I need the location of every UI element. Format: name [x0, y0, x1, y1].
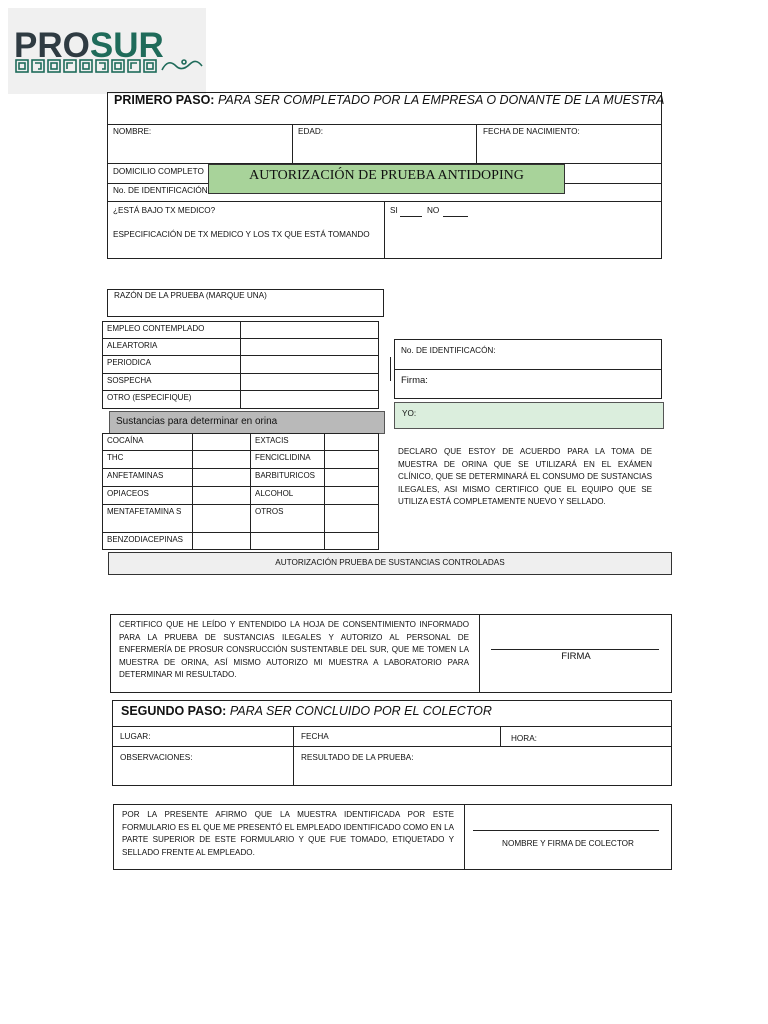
certifico-text: CERTIFICO QUE HE LEÍDO Y ENTENDIDO LA HOJA DE CONSENTIMIENTO INFORMADO PARA LA PRUEBA DE SUSTANCIAS ILEGALES Y AUTORIZO AL PERSONAL DE ENFERMERÍA DE PROSUR CONSRUCCIÓN SUSTENTABLE DEL SUR, QUE ME TOMEN LA MUESTRA DE ORINA, ASÍ MISMO AUTORIZO MI MUESTRA A LABORATORIO PARA DETERMINAR MI RESULTADO. [119, 620, 469, 680]
nombre-field[interactable]: NOMBRE: [113, 127, 152, 136]
sustancia-checkbox[interactable] [192, 504, 251, 533]
sustancia-checkbox[interactable] [192, 486, 251, 505]
sustancia-label: THC [102, 450, 193, 469]
edad-field[interactable]: EDAD: [298, 127, 324, 136]
lugar-field[interactable]: LUGAR: [120, 732, 151, 741]
si-blank[interactable] [400, 216, 422, 217]
sustancia-label: ALCOHOL [250, 486, 325, 505]
sustancia-label: MENTAFETAMINA S [102, 504, 193, 533]
razon-checkbox[interactable] [240, 390, 379, 409]
razon-checkbox[interactable] [240, 321, 379, 339]
sustancia-empty [250, 532, 325, 550]
colector-firma-label: NOMBRE Y FIRMA DE COLECTOR [502, 839, 634, 848]
sustancia-checkbox[interactable] [192, 468, 251, 487]
sustancia-checkbox[interactable] [192, 532, 251, 550]
sustancia-label: EXTACIS [250, 433, 325, 451]
sustancia-label: OTROS [250, 504, 325, 533]
sustancia-label: ANFETAMINAS [102, 468, 193, 487]
identificacion-field[interactable]: No. DE IDENTIFICACIÓN [113, 186, 208, 195]
razon-option: ALEARTORIA [102, 338, 241, 356]
sustancia-label: OPIACEOS [102, 486, 193, 505]
afirmo-text: POR LA PRESENTE AFIRMO QUE LA MUESTRA IDENTIFICADA POR ESTE FORMULARIO ES EL QUE ME PRESENTÓ EL EMPLEADO IDENTIFICADO COMO EN LA PARTE SUPERIOR DE ESTE FORMULARIO Y QUE FUE TOMADO, ETIQUETADO Y SELLADO FRENTE AL EMPLEADO. [122, 810, 454, 857]
sustancia-empty [324, 532, 379, 550]
sustancia-checkbox[interactable] [192, 433, 251, 451]
razon-option: SOSPECHA [102, 373, 241, 391]
razon-option: EMPLEO CONTEMPLADO [102, 321, 241, 339]
resultado-field[interactable]: RESULTADO DE LA PRUEBA: [301, 753, 414, 762]
si-label: SI [390, 206, 398, 215]
razon-title: RAZÓN DE LA PRUEBA (MARQUE UNA) [114, 291, 267, 300]
yo-field[interactable]: YO: [402, 409, 417, 418]
tx-medico-question: ¿ESTÁ BAJO TX MEDICO? [113, 206, 216, 215]
right-firma-field[interactable]: Firma: [401, 375, 428, 386]
no-label: NO [427, 206, 440, 215]
autorizacion-band-text: AUTORIZACIÓN PRUEBA DE SUSTANCIAS CONTROLADAS [275, 558, 505, 567]
sustancia-label: BARBITURICOS [250, 468, 325, 487]
sustancia-checkbox[interactable] [324, 468, 379, 487]
step1-title: PRIMERO PASO: PARA SER COMPLETADO POR LA EMPRESA O DONANTE DE LA MUESTRA [114, 93, 665, 107]
razon-option: OTRO (ESPECIFIQUE) [102, 390, 241, 409]
colector-firma-line[interactable] [473, 830, 659, 831]
sustancias-title: Sustancias para determinar en orina [116, 416, 278, 427]
logo-pattern-icon [14, 56, 210, 76]
no-blank[interactable] [443, 216, 468, 217]
right-firma-box [394, 369, 662, 399]
sustancia-checkbox[interactable] [324, 450, 379, 469]
razon-option: PERIODICA [102, 355, 241, 374]
domicilio-field[interactable]: DOMICILIO COMPLETO [113, 167, 204, 176]
company-logo: PROSUR [14, 26, 164, 65]
lugar-row [112, 726, 672, 747]
razon-checkbox[interactable] [240, 373, 379, 391]
sustancia-checkbox[interactable] [324, 486, 379, 505]
sustancia-checkbox[interactable] [192, 450, 251, 469]
sustancia-checkbox[interactable] [324, 433, 379, 451]
fecha-field[interactable]: FECHA [301, 732, 329, 741]
step2-title: SEGUNDO PASO: PARA SER CONCLUIDO POR EL COLECTOR [121, 704, 492, 718]
firma-line[interactable] [491, 649, 659, 650]
firma-label: FIRMA [561, 651, 591, 662]
right-ident-field[interactable]: No. DE IDENTIFICACÓN: [401, 346, 496, 355]
sustancia-label: BENZODIACEPINAS [102, 532, 193, 550]
sustancia-checkbox[interactable] [324, 504, 379, 533]
observaciones-field[interactable]: OBSERVACIONES: [120, 753, 193, 762]
sustancia-label: COCAÍNA [102, 433, 193, 451]
razon-checkbox[interactable] [240, 355, 379, 374]
declaro-text: DECLARO QUE ESTOY DE ACUERDO PARA LA TOMA DE MUESTRA DE ORINA QUE SE UTILIZARÁ EN EL EXÁMEN CLÍNICO, QUE SE DETERMINARÁ EL CONSUMO DE SUSTANCIAS ILEGALES, ASI MISMO CERTIFICO QUE EL EQUIPO QUE SE UTILIZA ESTÁ COMPLETAMENTE NUEVO Y SELLADO. [398, 447, 652, 507]
title-banner-text: AUTORIZACIÓN DE PRUEBA ANTIDOPING [249, 168, 524, 183]
razon-checkbox[interactable] [240, 338, 379, 356]
sustancia-label: FENCICLIDINA [250, 450, 325, 469]
yo-box [394, 402, 664, 429]
hora-field[interactable]: HORA: [511, 734, 537, 743]
fecha-nacimiento-field[interactable]: FECHA DE NACIMIENTO: [483, 127, 580, 136]
especificacion-field[interactable]: ESPECIFICACIÓN DE TX MEDICO Y LOS TX QUE ESTÁ TOMANDO [113, 230, 370, 239]
